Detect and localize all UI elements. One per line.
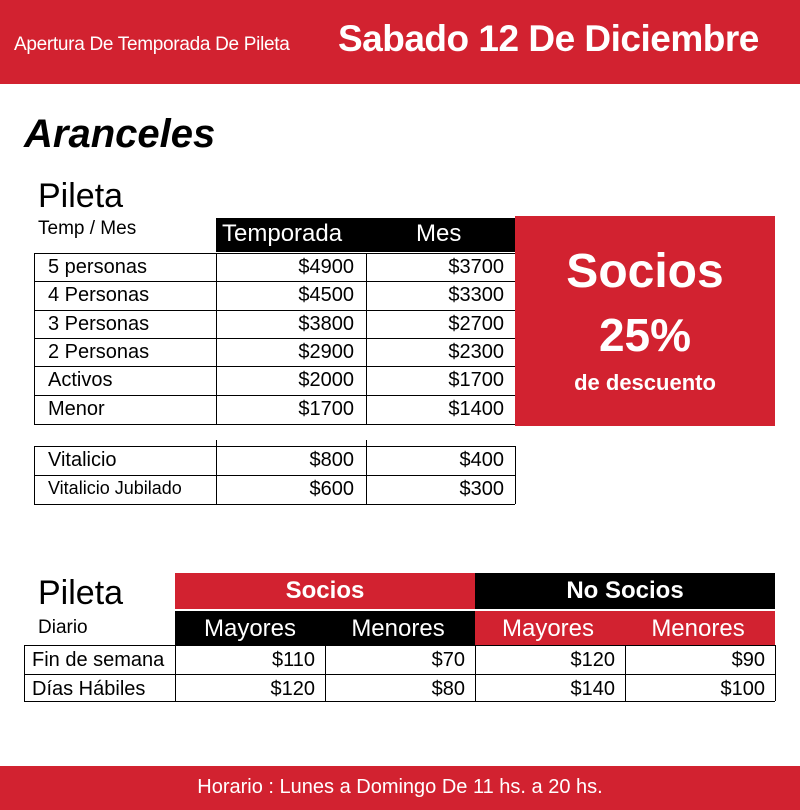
table-divider [475, 645, 476, 701]
daily-subtitle: Diario [38, 617, 88, 638]
monthly-row-mes: $1700 [448, 369, 504, 391]
table-divider [366, 253, 367, 424]
table-divider [34, 446, 515, 447]
daily-row-value: $120 [270, 678, 315, 700]
monthly-row-temporada: $1700 [298, 398, 354, 420]
monthly-row-temporada: $2000 [298, 369, 354, 391]
monthly-extra-mes: $300 [459, 478, 504, 500]
monthly-row-mes: $1400 [448, 398, 504, 420]
daily-group-socios: Socios [285, 577, 365, 604]
table-divider [34, 475, 515, 476]
monthly-title: Pileta [38, 177, 124, 215]
daily-sub-socios-menores: Menores [351, 615, 445, 642]
monthly-row-label: 5 personas [48, 256, 147, 278]
monthly-col-mes: Mes [416, 220, 462, 247]
monthly-row-mes: $3300 [448, 284, 504, 306]
monthly-row-mes: $3700 [448, 256, 504, 278]
daily-sub-nosocios-mayores: Mayores [501, 615, 595, 642]
daily-row-label: Fin de semana [32, 649, 165, 671]
daily-row-value: $80 [431, 678, 465, 700]
daily-group-nosocios: No Socios [566, 577, 684, 604]
daily-row-value: $100 [720, 678, 765, 700]
discount-title: Socios [566, 245, 724, 298]
monthly-row-label: Menor [48, 398, 105, 420]
table-divider [216, 440, 217, 504]
monthly-extra-mes: $400 [459, 449, 504, 471]
table-divider [366, 440, 367, 504]
section-title: Aranceles [24, 112, 216, 156]
discount-percent: 25% [598, 309, 692, 361]
footer-schedule: Horario : Lunes a Domingo De 11 hs. a 20 hs. [197, 776, 603, 798]
table-divider [175, 645, 176, 701]
table-divider [34, 446, 35, 504]
monthly-row-label: 3 Personas [48, 313, 150, 335]
monthly-row-mes: $2700 [448, 313, 504, 335]
monthly-row-label: 2 Personas [48, 341, 150, 363]
monthly-extra-label: Vitalicio Jubilado [48, 478, 182, 498]
header-date: Sabado 12 De Diciembre [338, 18, 759, 59]
monthly-row-mes: $2300 [448, 341, 504, 363]
daily-row-value: $110 [271, 649, 315, 671]
table-divider [34, 253, 515, 254]
discount-text: de descuento [574, 370, 716, 395]
table-divider [34, 338, 515, 339]
daily-row-label: Días Hábiles [32, 678, 146, 700]
table-divider [24, 645, 25, 701]
daily-sub-nosocios-menores: Menores [651, 615, 745, 642]
monthly-extra-temporada: $800 [309, 449, 354, 471]
discount-box [515, 216, 775, 426]
table-divider [24, 701, 775, 702]
monthly-extra-label: Vitalicio [48, 449, 117, 471]
daily-sub-socios-mayores: Mayores [203, 615, 297, 642]
table-divider [34, 366, 515, 367]
monthly-row-temporada: $4900 [298, 256, 354, 278]
header-subtitle: Apertura De Temporada De Pileta [14, 34, 290, 55]
table-divider [34, 424, 515, 425]
table-divider [34, 281, 515, 282]
monthly-col-temporada: Temporada [222, 220, 343, 247]
monthly-row-label: Activos [48, 369, 113, 391]
table-divider [325, 645, 326, 701]
footer-banner [0, 766, 800, 810]
table-divider [24, 674, 775, 675]
monthly-extra-temporada: $600 [309, 478, 354, 500]
monthly-row-temporada: $2900 [298, 341, 354, 363]
table-divider [216, 253, 217, 424]
monthly-row-temporada: $3800 [298, 313, 354, 335]
table-divider [775, 645, 776, 701]
monthly-row-temporada: $4500 [298, 284, 354, 306]
table-divider [625, 645, 626, 701]
table-divider [515, 446, 516, 504]
daily-row-value: $140 [570, 678, 615, 700]
table-divider [34, 395, 515, 396]
monthly-row-label: 4 Personas [48, 284, 150, 306]
top-banner [0, 0, 800, 84]
daily-title: Pileta [38, 574, 124, 612]
table-divider [34, 253, 35, 424]
daily-row-value: $70 [431, 649, 465, 671]
monthly-subtitle: Temp / Mes [38, 218, 137, 239]
daily-row-value: $120 [570, 649, 615, 671]
daily-row-value: $90 [731, 649, 765, 671]
table-divider [34, 504, 515, 505]
table-divider [24, 645, 775, 646]
table-divider [34, 310, 515, 311]
